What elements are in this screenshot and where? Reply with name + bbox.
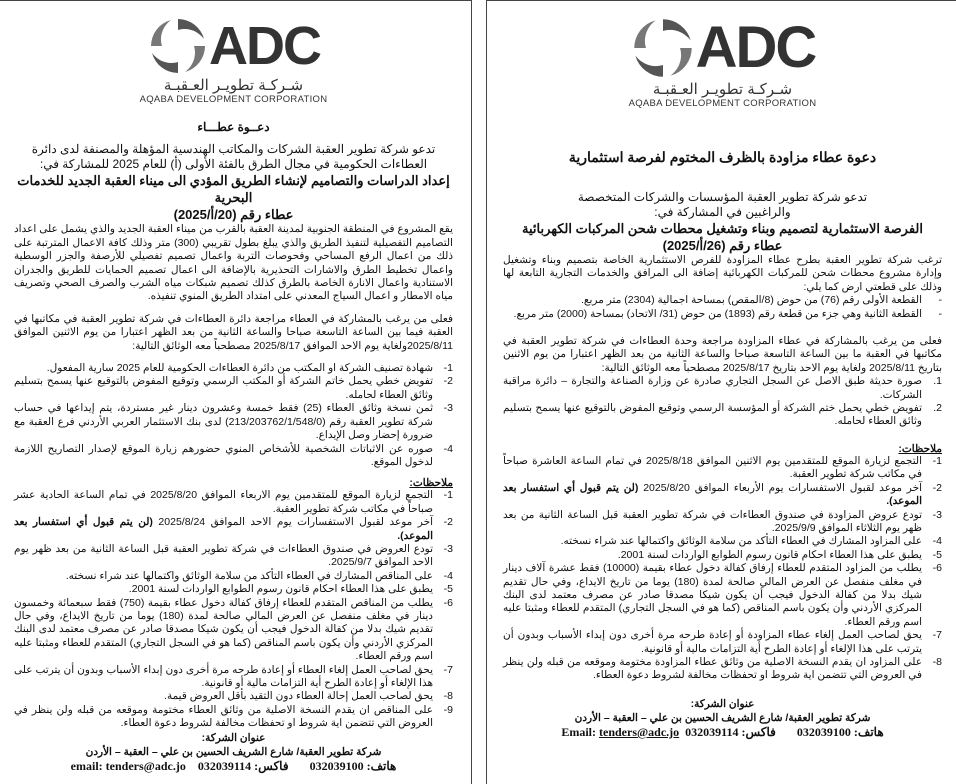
logo-mark: ADC: [209, 16, 320, 76]
text: صورة حديثة طبق الاصل عن السجل التجاري صادرة عن وزارة الصناعة والتجارة – دائرة مراقبة الشركات.: [503, 375, 922, 401]
phone-number: 032039100: [796, 724, 851, 739]
text: آخر موعد لقبول الاستفسارات يوم الأربعاء الموافق 2025/8/20: [638, 481, 923, 494]
text: يحق لصاحب العمل إحالة العطاء دون التقيد بأقل العروض قيمة.: [164, 690, 433, 703]
text: 7-: [443, 663, 453, 676]
email-link[interactable]: tenders@adc.jo: [599, 724, 680, 739]
ad-title: دعوة عطاء مزاودة بالظرف المختوم لفرصة استثمارية: [568, 149, 877, 165]
text: آخر موعد لقبول الاستفسارات يوم الاحد الموافق 2025/8/24: [152, 516, 433, 529]
text: 1.: [933, 375, 942, 388]
text: 6-: [932, 562, 942, 575]
adc-logo: [14, 15, 453, 105]
text: شهادة تصنيف الشركة او المكتب من دائرة العطاءات الحكومية للعام 2025 سارية المفعول.: [46, 362, 433, 375]
adc-logo: [503, 15, 942, 109]
list-item: [14, 543, 453, 570]
email-link[interactable]: tenders@adc.jo: [105, 758, 186, 773]
purchase-info: فعلى من يرغب بالمشاركة في العطاء مراجعة دائرة العطاءات في شركة تطوير العقبة في مكاتبها في العقبة فيما بين الساعة التاسعة صباحا والساعة الثانية من بعد الظهر اعتبارا من يوم الاثنين الموافق 2025/8/11ولغاية يوم الاحد الموافق 2025/8/17 مصطحباً معه الوثائق التالية:: [14, 312, 453, 352]
intro-line-2: والراغبين في المشاركة في:: [654, 205, 791, 219]
company-address: شركة تطوير العقبة/ شارع الشريف الحسين بن علي – العقبة – الأردن: [85, 745, 382, 758]
list-item: [503, 308, 942, 321]
text: 3-: [443, 402, 453, 415]
tender-ad-right: [486, 0, 956, 784]
notes-label: ملاحظات:: [898, 442, 942, 455]
text: على المناقص المشارك في العطاء التأكد من سلامة الوثائق واكتمالها عند شراء نسخته.: [65, 569, 433, 582]
list-item: [503, 656, 942, 683]
text: -: [938, 307, 942, 320]
text: (لن يتم قبول أي استفسار بعد الموعد).: [503, 481, 922, 508]
text: 7-: [932, 629, 942, 642]
list-item: [503, 629, 942, 656]
address-label: عنوان الشركة:: [201, 731, 266, 744]
list-item: [503, 509, 942, 536]
list-item: [14, 362, 453, 375]
list-item: [14, 570, 453, 583]
text: التجمع لزيارة الموقع للمتقدمين يوم الاثنين الموافق 2025/8/18 في تمام الساعة العاشرة صباحاً في مكاتب شركة تطوير العقبة.: [503, 454, 922, 481]
text: على المزاود ان يقدم النسخة الاصلية من وثائق عطاء المزاودة مختومة وموقعه من قبله ولن ينظر في العروض التي تتضمن اية شروط او تحفظات مخالفة لشروط دعوة العطاء.: [503, 655, 922, 682]
text: 2-: [443, 375, 453, 388]
text: 5-: [443, 583, 453, 596]
text: تودع العروض في صندوق العطاءات في شركة تطوير العقبة قبل الساعة الثانية من بعد ظهر يوم الاحد الموافق 2025/9/7.: [14, 542, 433, 569]
text: (لن يتم قبول أي استفسار بعد الموعد).: [14, 516, 433, 542]
logo-arabic: شـركـة تطويـر العـقبـة: [652, 81, 793, 98]
notes-label: ملاحظات:: [409, 477, 453, 490]
list-item: [503, 294, 942, 307]
text: 2-: [443, 516, 453, 529]
contact-line: [503, 725, 942, 740]
fax-label: فاكس:: [254, 758, 289, 773]
tender-number: عطاء رقم (20/أ/2025): [173, 207, 294, 223]
list-item: [14, 489, 453, 516]
contact-line: [14, 759, 453, 774]
text: 2.: [933, 402, 942, 415]
text: 8-: [443, 690, 453, 703]
swirl-logo-icon: [630, 15, 696, 81]
documents-list: [14, 362, 453, 469]
list-item: [503, 549, 942, 562]
list-item: [503, 375, 942, 402]
text: 5-: [932, 548, 942, 561]
text: على المزاود المشارك في العطاء التأكد من سلامة الوثائق واكتمالها عند شراء نسخته.: [560, 535, 922, 548]
company-address: شركة تطوير العقبة/ شارع الشريف الحسين بن علي – العقبة – الأردن: [574, 711, 871, 724]
intro: تدعو شركة تطوير العقبة الشركات والمكاتب الهندسية المؤهلة والمصنفة لدى دائرة العطاءات الحكومية في مجال الطرق بالفئة الأولى (أ) للعام 2025 للمشاركة في:: [31, 142, 436, 172]
text: تودع عروض المزاودة في صندوق العطاءات في شركة تطوير العقبة قبل الساعة الثانية من بعد ظهر يوم الثلاثاء الموافق 2025/9/9.: [503, 508, 922, 534]
text: 8-: [932, 655, 942, 668]
project-description: يقع المشروع في المنطقة الجنوبية لمدينة العقبة بالقرب من ميناء العقبة الجديد والذي يشمل على اعداد التصاميم التفصيلية لتنفيذ الطريق والذي يبلغ بطول تقريبي (300) متر وذلك كافة الاعمال المترتبة على ذلك من اعمال الرفع المساحي وفحوصات التربة واعمال تصميم تفصيلي للأرصفة والجزر الوسطية واعمال تخطيط الطرق والاشارات التحذيرية بالإضافة الى اعمال تصميم الحمايات للطريق والجدران الاستنادية واعمال الانارة الخاصة بالطرق كذلك تصميم شبكات مياه الشرب والصرف الصحي وتصريف مياه الامطار و اعمال السياج المعدني على امتداد الطريق المنوي تنفيذه.: [14, 223, 453, 303]
email-label: email:: [70, 758, 103, 773]
list-item: [14, 597, 453, 664]
text: 2-: [932, 481, 942, 494]
text: القطعة الأولى رقم (76) من حوض (8/المقص) بمساحة اجمالية (2304) متر مربع.: [580, 294, 922, 307]
list-item: [14, 690, 453, 703]
text: 1-: [932, 454, 942, 467]
documents-list: [503, 375, 942, 429]
logo-mark: ADC: [695, 15, 816, 80]
text: 9-: [443, 703, 453, 716]
project-heading: إعداد الدراسات والتصاميم لإنشاء الطريق المؤدي الى ميناء العقبة الجديد للخدمات البحرية: [17, 173, 450, 206]
address-label: عنوان الشركة:: [690, 697, 755, 710]
email-label: Email:: [561, 724, 596, 739]
text: القطعة الثانية وهي جزء من قطعة رقم (1893) من حوض (31/ الاتحاد) بمساحة (2000) متر مربع.: [513, 307, 922, 320]
text: على المناقص ان يقدم النسخة الاصلية من وثائق العطاء مختومة وموقعه من قبله ولن ينظر في العروض التي تتضمن اية شروط او تحفظات مخالفة لشروط دعوة العطاء.: [14, 703, 433, 730]
text: يطلب من المزاود المتقدم للعطاء إرفاق كفالة دخول عطاء بقيمة (10000) فقط عشرة آلاف دينار في مغلف منفصل عن العرض المالي صالحة لمدة (180) يوما من تاريخ الايداع، وفي حال تقديم شيك بدلا من كفالة الدخول فيجب أن يكون شيكا مصدقا صادر عن مصرف معتمد لدى البنك المركزي الأردني وأن يكون باسم المناقص (كما هو في السجل التجاري) المتقدم للعطاء ومثبتا عليه اسم ورقم العطاء.: [503, 562, 923, 628]
text: يطبق على هذا العطاء احكام قانون رسوم الطوابع الواردات لسنة 2001.: [617, 548, 922, 561]
text: تفويض خطي يحمل ختم الشركة أو المؤسسة الرسمي وتوقيع المفوض بالتوقيع عنها يسمح بتسليم وثائق العطاء لحامله.: [503, 402, 922, 428]
fax-label: فاكس:: [741, 724, 776, 739]
text: 3-: [932, 508, 942, 521]
project-description: ترغب شركة تطوير العقبة بطرح عطاء المزاودة للفرص الاستثمارية الخاصة بتصميم وبناء وتشغيل وإدارة مشروع محطات شحن للمركبات الكهربائية إضافة الى المرافق والخدمات التجارية التابعة لها وذلك على قطعتي ارض كما يلي:: [503, 254, 942, 293]
list-item: [14, 664, 453, 691]
list-item: [503, 455, 942, 482]
phone-label: هاتف:: [853, 724, 884, 739]
list-item: [14, 375, 453, 402]
project-heading: الفرصة الاستثمارية لتصميم وبناء وتشغيل محطات شحن المركبات الكهربائية: [522, 221, 923, 236]
text: صوره عن الاثباتات الشخصية للأشخاص المنوي حضورهم زيارة الموقع لإصدار التصاريح اللازمة لدخول الموقع.: [14, 442, 433, 468]
list-item: [14, 516, 453, 543]
phone-label: هاتف:: [366, 758, 397, 773]
text: -: [938, 294, 942, 307]
list-item: [503, 482, 942, 509]
list-item: [14, 443, 453, 470]
fax-number: 032039114: [685, 724, 739, 739]
text: 1-: [443, 489, 453, 502]
list-item: [503, 562, 942, 629]
ad-title: دعــوة عطـــاء: [197, 120, 270, 134]
list-item: [503, 535, 942, 548]
text: يطبق على هذا العطاء احكام قانون رسوم الطوابع الواردات لسنة 2001.: [128, 583, 433, 596]
text: ثمن نسخة وثائق العطاء (25) فقط خمسة وعشرون دينار غير مستردة، يتم إيداعها في حساب شركة تطوير العقبة رقم (213/203762/1/548/0) لدى بنك الاستثمار العربي الأردني فرع العقبة مع ضرورة إحضار وصل الإيداع.: [14, 402, 433, 442]
tender-number: عطاء رقم (26/أ/2025): [662, 238, 783, 253]
text: التجمع لزيارة الموقع للمتقدمين يوم الاربعاء الموافق 2025/8/20 في تمام الساعة الحادية عشر صباحاً في مكاتب شركة تطوير العقبة.: [14, 489, 433, 515]
list-item: [14, 704, 453, 731]
plots-list: [503, 294, 942, 321]
logo-arabic: شـركـة تطويـر العـقبـة: [163, 77, 304, 94]
notes-list: [14, 489, 453, 730]
list-item: [14, 583, 453, 596]
text: يطلب من المناقص المتقدم للعطاء إرفاق كفالة دخول عطاء بقيمة (750) فقط سبعمائة وخمسون دينار في مغلف منفصل عن العرض المالي صالحة لمدة (180) يوما من تاريخ الايداع، وفي حال تقديم شيك بدلا من كفالة الدخول فيجب أن يكون شيكا مصدقا صادر عن مصرف معتمد لدى البنك المركزي الأردني وأن يكون باسم المناقص (كما هو في السجل التجاري) المتقدم للعطاء ومثبتا عليه اسم ورقم العطاء.: [14, 596, 433, 663]
text: 1-: [443, 362, 453, 375]
text: تفويض خطي يحمل خاتم الشركة أو المكتب الرسمي وتوقيع المفوض بالتوقيع عنها يسمح بتسليم وثائق العطاء لحامله.: [14, 375, 433, 401]
list-item: [14, 402, 453, 442]
tender-ad-left: [0, 0, 472, 784]
notes-list: [503, 455, 942, 683]
text: 4-: [443, 569, 453, 582]
logo-english: AQABA DEVELOPMENT CORPORATION: [628, 98, 817, 109]
fax-number: 032039114: [197, 758, 252, 773]
purchase-info: فعلى من يرغب بالمشاركة في عطاء المزاودة مراجعة وحدة العطاءات في شركة تطوير العقبة في مكاتبها في العقبة ما بين الساعة التاسعة صباحا والساعة الثانية من بعد الظهر اعتبارا من يوم الاثنين بتاريخ 2025/8/11 ولغاية يوم الاحد بتاريخ 2025/8/17 مصطحباً معه الوثائق التالية:: [503, 335, 942, 374]
text: 6-: [443, 596, 453, 609]
text: يحق لصاحب العمل إلغاء العطاء أو إعادة طرحه مرة أخرى دون إبداء الأسباب وبدون أن يترتب على هذا الإلغاء أو إعادة الطرح أية التزامات مالية أو قانونية.: [14, 663, 433, 689]
text: 4-: [932, 535, 942, 548]
text: 4-: [443, 442, 453, 455]
text: يحق لصاحب العمل إلغاء عطاء المزاودة أو إعادة طرحه مرة أخرى دون إبداء الأسباب وبدون أن يترتب على هذا الإلغاء أو إعادة الطرح أية التزامات مالية أو قانونية.: [503, 629, 922, 655]
swirl-logo-icon: [147, 15, 209, 77]
intro-line-1: تدعو شركة تطوير العقبة المؤسسات والشركات المتخصصة: [577, 190, 868, 204]
text: 3-: [443, 542, 453, 555]
list-item: [503, 402, 942, 429]
phone-number: 032039100: [309, 758, 364, 773]
logo-english: AQABA DEVELOPMENT CORPORATION: [139, 94, 328, 105]
